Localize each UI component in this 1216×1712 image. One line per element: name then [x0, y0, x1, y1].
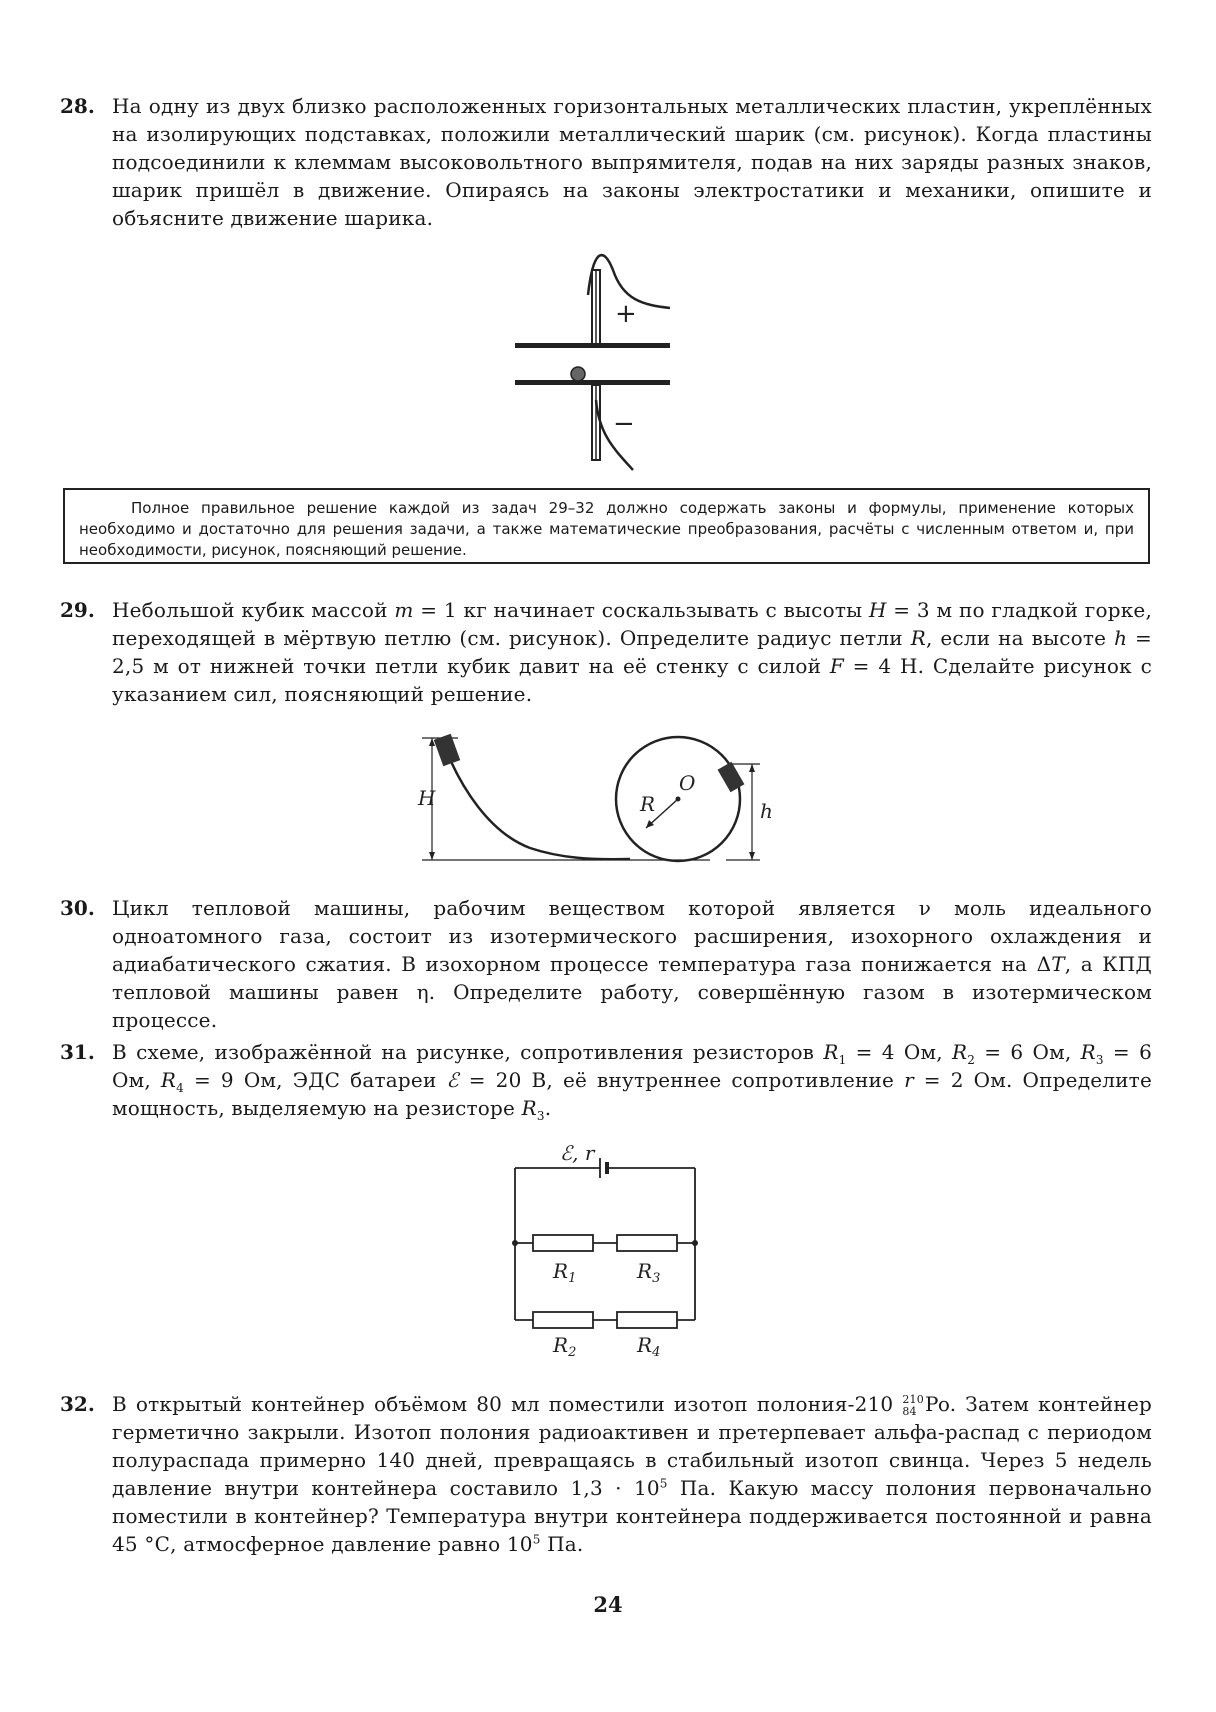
problem-text: Небольшой кубик массой m = 1 кг начинает соскальзывать с высоты H = 3 м по гладкой горке, переходящей в мёртвую петлю (см. рисунок). Определите радиус петли R, если на высоте h = 2,5 м от нижней точки петли кубик давит на её стенку с силой F = 4 Н. Сделайте рисунок с указанием сил, поясняющий решение.: [112, 598, 1153, 706]
minus-sign: −: [613, 409, 635, 439]
label-R3: $R_3$: [637, 1259, 661, 1286]
isotope-numbers: 210 84: [902, 1392, 924, 1418]
problem-31: [60, 1038, 1152, 1122]
problem-number: 31.: [60, 1040, 95, 1064]
problem-number: 32.: [60, 1392, 95, 1416]
cube-loop: [718, 762, 745, 793]
label-R4: $R_4$: [637, 1333, 661, 1360]
label-R2: $R_2$: [553, 1333, 577, 1360]
label-h: h: [760, 799, 773, 823]
solution-requirements-notice: Полное правильное решение каждой из задач 29–32 должно содержать законы и формулы, применение которых необходимо и достаточно для решения задачи, а также математические преобразования, расчёты с численным ответом и, при необходимости, рисунок, поясняющий решение.: [63, 488, 1150, 564]
label-R1: $R_1$: [553, 1259, 577, 1286]
loop-figure: [420, 728, 790, 868]
problem-number: 29.: [60, 598, 95, 622]
battery-label: ℰ, r: [560, 1141, 595, 1165]
problem-text: На одну из двух близко расположенных горизонтальных металлических пластин, укреплённых на изолирующих подставках, положили металлический шарик (см. рисунок). Когда пластины подсоединили к клеммам высоковольтного выпрямителя, подав на них заряды разных знаков, шарик пришёл в движение. Опираясь на законы электростатики и механики, опишите и объясните движение шарика.: [112, 94, 1152, 230]
problem-29: [60, 596, 1152, 708]
plates-figure: [515, 250, 695, 480]
resistor-R3: [617, 1235, 677, 1251]
label-H: H: [418, 786, 436, 810]
problem-number: 30.: [60, 896, 95, 920]
circuit-figure: [505, 1140, 715, 1360]
resistor-R1: [533, 1235, 593, 1251]
upper-plate: [515, 343, 670, 348]
slide-track: [442, 740, 630, 859]
page-number: 24: [593, 1592, 623, 1617]
cube-top: [434, 734, 460, 766]
problem-text: В открытый контейнер объёмом 80 мл поместили изотоп полония-210 210 84 Po. Затем контейнер герметично закрыли. Изотоп полония радиоактивен и претерпевает альфа-распад с периодом полураспада примерно 140 дней, превращаясь в стабильный изотоп свинца. Через 5 недель давление внутри контейнера составило $1,3 \cdot 10^5$ Па. Какую массу полония первоначально поместили в контейнер? Температура внутри контейнера поддерживается постоянной и равна 45 °С, атмосферное давление равно $10^5$ Па.: [112, 1392, 1152, 1556]
metal-ball: [571, 367, 585, 381]
resistor-R4: [617, 1312, 677, 1328]
problem-32: [60, 1390, 1152, 1558]
problem-30: [60, 894, 1152, 1034]
plus-sign: +: [615, 299, 637, 329]
problem-text: В схеме, изображённой на рисунке, сопротивления резисторов $R_1 = 4$ Ом, $R_2 = 6$ Ом, $R_3 = 6$ Ом, $R_4 = 9$ Ом, ЭДС батареи ℰ = 20 В, её внутреннее сопротивление r = 2 Ом. Определите мощность, выделяемую на резисторе $R_3$.: [112, 1040, 1153, 1123]
label-O: O: [679, 771, 696, 795]
problem-number: 28.: [60, 94, 95, 118]
problem-text: Цикл тепловой машины, рабочим веществом которой является ν моль идеального одноатомного газа, состоит из изотермического расширения, изохорного охлаждения и адиабатического сжатия. В изохорном процессе температура газа понижается на ΔT, а КПД тепловой машины равен η. Определите работу, совершённую газом в изотермическом процессе.: [112, 896, 1153, 1032]
label-R: R: [640, 792, 656, 816]
problem-28: [60, 92, 1152, 232]
resistor-R2: [533, 1312, 593, 1328]
